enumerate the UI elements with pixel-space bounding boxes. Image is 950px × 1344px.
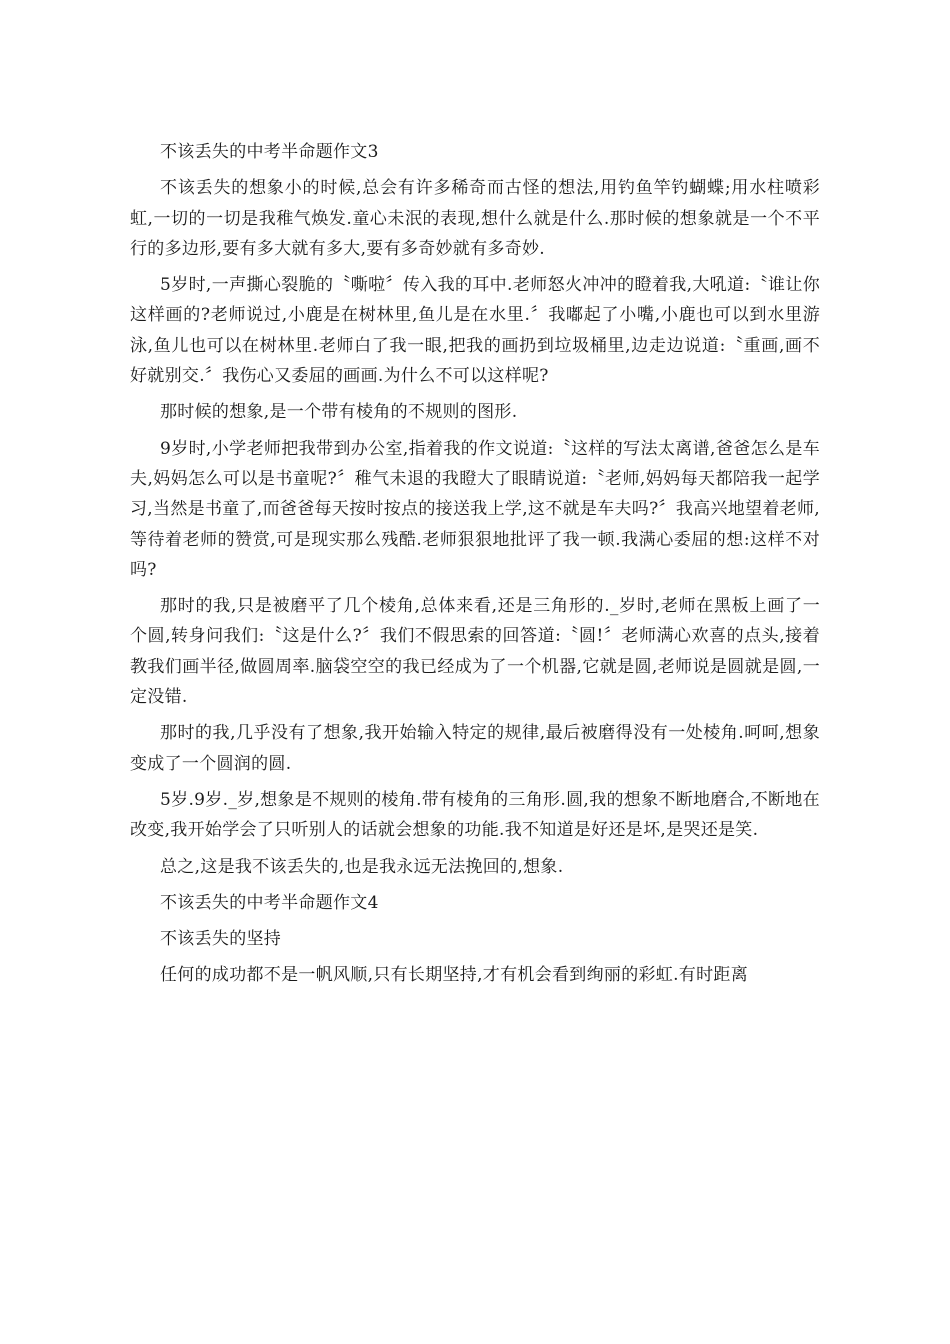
paragraph: 那时的我,只是被磨平了几个棱角,总体来看,还是三角形的._岁时,老师在黑板上画了一个圆,转身问我们:〝这是什么?〞我们不假思索的回答道:〝圆!〞老师满心欢喜的点头,接着教我们画半径,做圆周率.脑袋空空的我已经成为了一个机器,它就是圆,老师说是圆就是圆,一定没错. xyxy=(130,596,820,708)
paragraph: 5岁.9岁._岁,想象是不规则的棱角.带有棱角的三角形.圆,我的想象不断地磨合,不断地在改变,我开始学会了只听别人的话就会想象的功能.我不知道是好还是坏,是哭还是笑. xyxy=(130,789,820,841)
essay-3-title: 不该丢失的中考半命题作文3 xyxy=(160,142,379,162)
paragraph: 5岁时,一声撕心裂脆的〝嘶啦〞传入我的耳中.老师怒火冲冲的瞪着我,大吼道:〝谁让你这样画的?老师说过,小鹿是在树林里,鱼儿是在水里.〞我嘟起了小嘴,小鹿也可以到水里游泳,鱼儿也可以在树林里.老师白了我一眼,把我的画扔到垃圾桶里,边走边说道:〝重画,画不好就别交.〞我伤心又委屈的画画.为什么不可以这样呢? xyxy=(130,275,820,387)
essay-4-subtitle: 不该丢失的坚持 xyxy=(160,929,282,950)
paragraph: 9岁时,小学老师把我带到办公室,指着我的作文说道:〝这样的写法太离谱,爸爸怎么是车夫,妈妈怎么可以是书童呢?〞稚气未退的我瞪大了眼睛说道:〝老师,妈妈每天都陪我一起学习,当然是书童了,而爸爸每天按时按点的接送我上学,这不就是车夫吗?〞我高兴地望着老师,等待着老师的赞赏,可是现实那么残酷.老师狠狠地批评了我一顿.我满心委屈的想:这样不对吗? xyxy=(130,438,820,580)
paragraph: 任何的成功都不是一帆风顺,只有长期坚持,才有机会看到绚丽的彩虹.有时距离 xyxy=(160,965,749,986)
paragraph: 总之,这是我不该丢失的,也是我永远无法挽回的,想象. xyxy=(160,856,564,877)
essay-4-title: 不该丢失的中考半命题作文4 xyxy=(160,892,379,913)
paragraph: 不该丢失的想象小的时候,总会有许多稀奇而古怪的想法,用钓鱼竿钓蝴蝶;用水柱喷彩虹,一切的一切是我稚气焕发.童心未泯的表现,想什么就是什么.那时候的想象就是一个不平行的多边形,要有多大就有多大,要有多奇妙就有多奇妙. xyxy=(130,178,820,259)
paragraph: 那时的我,几乎没有了想象,我开始输入特定的规律,最后被磨得没有一处棱角.呵呵,想象变成了一个圆润的圆. xyxy=(130,723,820,774)
paragraph: 那时候的想象,是一个带有棱角的不规则的图形. xyxy=(160,402,518,423)
document-page xyxy=(130,137,820,997)
